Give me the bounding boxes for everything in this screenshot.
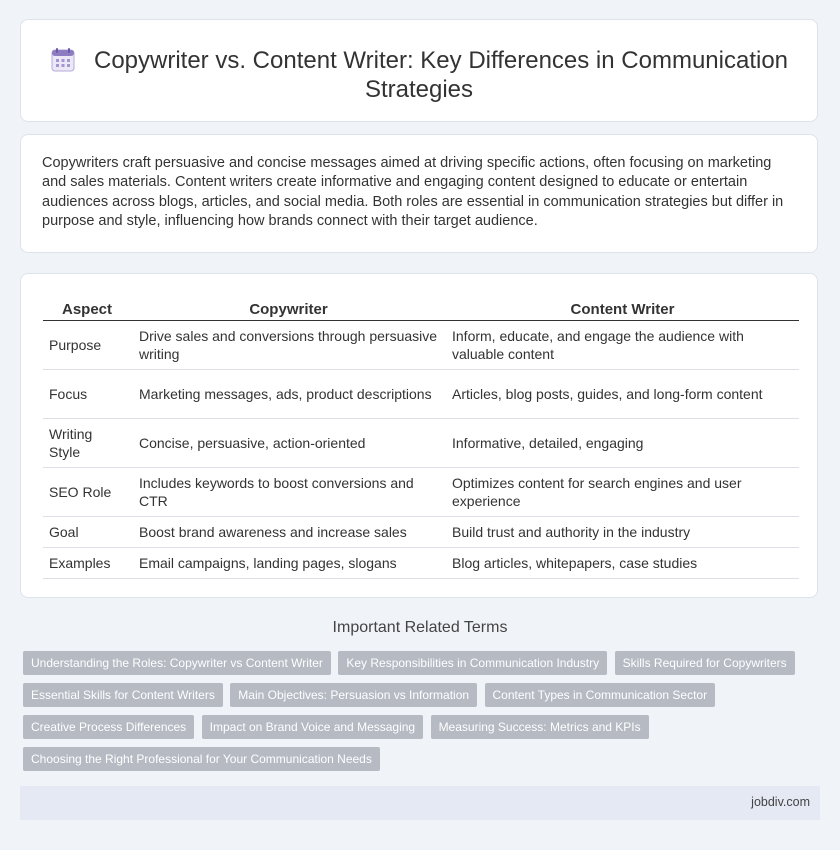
related-term-tag[interactable]: Content Types in Communication Sector	[485, 683, 716, 707]
row-content-writer: Informative, detailed, engaging	[444, 419, 799, 468]
footer-site-link[interactable]: jobdiv.com	[751, 795, 810, 809]
row-content-writer: Optimizes content for search engines and user experience	[444, 468, 799, 517]
related-term-tag[interactable]: Skills Required for Copywriters	[615, 651, 795, 675]
page-title: Copywriter vs. Content Writer: Key Differences in Communication Strategies	[93, 47, 789, 103]
related-terms-title: Important Related Terms	[332, 619, 508, 636]
row-aspect: Writing Style	[43, 419, 131, 468]
row-aspect: Goal	[43, 517, 131, 548]
comparison-table-card	[20, 273, 818, 598]
row-aspect: Examples	[43, 548, 131, 579]
table-row	[43, 548, 799, 579]
row-aspect: Purpose	[43, 321, 131, 370]
table-header-row	[43, 296, 799, 321]
row-content-writer: Build trust and authority in the industry	[444, 517, 799, 548]
row-copywriter: Includes keywords to boost conversions and CTR	[131, 468, 444, 517]
row-copywriter: Drive sales and conversions through persuasive writing	[131, 321, 444, 370]
related-term-tag[interactable]: Choosing the Right Professional for Your Communication Needs	[23, 747, 380, 771]
related-term-tag[interactable]: Key Responsibilities in Communication Industry	[338, 651, 607, 675]
row-copywriter: Boost brand awareness and increase sales	[131, 517, 444, 548]
table-row	[43, 517, 799, 548]
related-term-tag[interactable]: Essential Skills for Content Writers	[23, 683, 223, 707]
intro-card	[20, 134, 818, 253]
table-row	[43, 468, 799, 517]
calendar-icon	[50, 47, 76, 73]
related-term-tag[interactable]: Main Objectives: Persuasion vs Information	[230, 683, 477, 707]
row-copywriter: Email campaigns, landing pages, slogans	[131, 548, 444, 579]
row-copywriter: Concise, persuasive, action-oriented	[131, 419, 444, 468]
row-aspect: Focus	[43, 370, 131, 419]
row-copywriter: Marketing messages, ads, product descriptions	[131, 370, 444, 419]
comparison-table	[43, 296, 799, 579]
row-content-writer: Articles, blog posts, guides, and long-form content	[444, 370, 799, 419]
related-term-tag[interactable]: Measuring Success: Metrics and KPIs	[431, 715, 649, 739]
related-term-tag[interactable]: Creative Process Differences	[23, 715, 194, 739]
footer	[20, 786, 820, 820]
header-card	[20, 19, 818, 122]
intro-paragraph: Copywriters craft persuasive and concise messages aimed at driving specific actions, often focusing on marketing and sales materials. Content writers create informative and engaging content designed to educate or entertain audiences across blogs, articles, and social media. Both roles are essential in communication strategies but differ in purpose and style, influencing how brands connect with their target audience.	[42, 155, 784, 229]
related-terms-list	[23, 651, 803, 779]
header-copywriter: Copywriter	[131, 296, 444, 321]
table-row	[43, 370, 799, 419]
table-row	[43, 321, 799, 370]
row-content-writer: Blog articles, whitepapers, case studies	[444, 548, 799, 579]
related-term-tag[interactable]: Impact on Brand Voice and Messaging	[202, 715, 423, 739]
related-term-tag[interactable]: Understanding the Roles: Copywriter vs Content Writer	[23, 651, 331, 675]
table-row	[43, 419, 799, 468]
header-aspect: Aspect	[43, 296, 131, 321]
page-title-row	[21, 46, 817, 104]
row-content-writer: Inform, educate, and engage the audience with valuable content	[444, 321, 799, 370]
header-content-writer: Content Writer	[444, 296, 799, 321]
row-aspect: SEO Role	[43, 468, 131, 517]
